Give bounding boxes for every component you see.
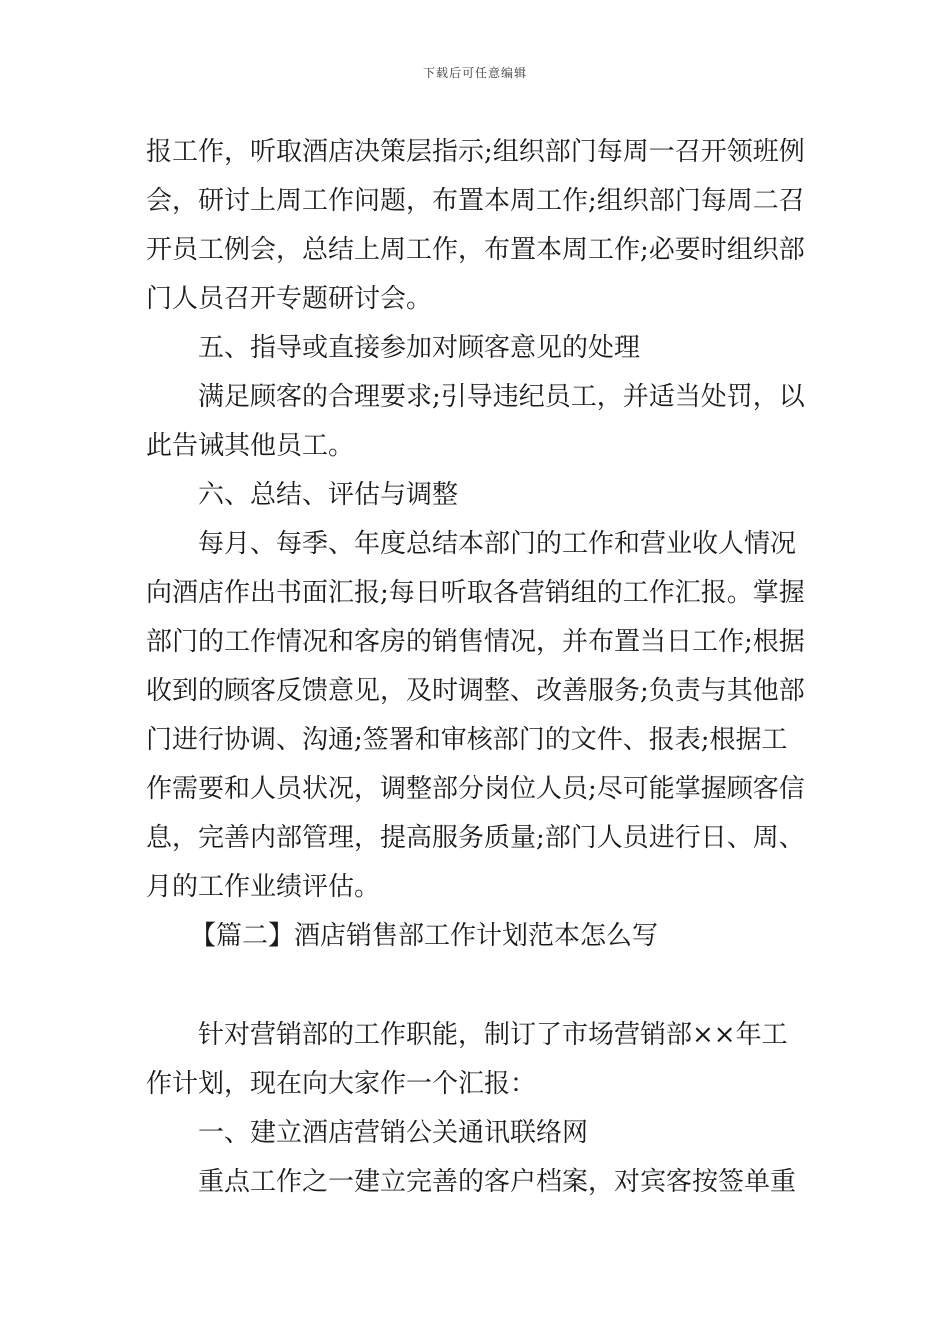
text-line: 每月、每季、年度总结本部门的工作和营业收人情况 [198, 529, 797, 559]
paragraph-meeting-duties [146, 128, 808, 324]
text-line: 收到的顾客反馈意见，及时调整、改善服务;负责与其他部 [146, 676, 805, 706]
paragraph-client-archive [146, 1158, 808, 1207]
text-line: 满足顾客的合理要求;引导违纪员工，并适当处罚，以 [198, 382, 805, 412]
text-line: 向酒店作出书面汇报;每日听取各营销组的工作汇报。掌握 [146, 578, 805, 608]
section-title-part-two: 【篇二】酒店销售部工作计划范本怎么写 [190, 921, 659, 951]
text-line: 报工作，听取酒店决策层指示;组织部门每周一召开领班例 [146, 137, 805, 167]
text-line: 息，完善内部管理，提高服务质量;部门人员进行日、周、 [146, 823, 805, 853]
paragraph-customer-feedback [146, 373, 808, 471]
text-line: 开员工例会，总结上周工作，布置本周工作;必要时组织部 [146, 235, 805, 265]
text-line: 作需要和人员状况，调整部分岗位人员;尽可能掌握顾客信 [146, 774, 805, 804]
text-line: 针对营销部的工作职能，制订了市场营销部××年工 [198, 1020, 788, 1050]
section-heading-5: 五、指导或直接参加对顾客意见的处理 [198, 333, 641, 363]
text-line: 此告诫其他员工。 [146, 431, 355, 461]
text-line: 作计划，现在向大家作一个汇报： [146, 1069, 537, 1099]
text-line: 门进行协调、沟通;签署和审核部门的文件、报表;根据工 [146, 725, 788, 755]
text-line: 重点工作之一建立完善的客户档案，对宾客按签单重 [198, 1167, 797, 1197]
page-header: 下载后可任意编辑 [422, 66, 527, 80]
text-line: 门人员召开专题研讨会。 [146, 284, 433, 314]
paragraph-summary-evaluation [146, 520, 808, 912]
section-heading-1: 一、建立酒店营销公关通讯联络网 [198, 1118, 589, 1148]
text-line: 月的工作业绩评估。 [146, 872, 381, 902]
text-line: 部门的工作情况和客房的销售情况，并布置当日工作;根据 [146, 627, 805, 657]
paragraph-intro-plan [146, 1011, 808, 1109]
text-line: 会，研讨上周工作问题，布置本周工作;组织部门每周二召 [146, 186, 805, 216]
document-body [146, 128, 808, 1207]
section-heading-6: 六、总结、评估与调整 [198, 480, 459, 510]
